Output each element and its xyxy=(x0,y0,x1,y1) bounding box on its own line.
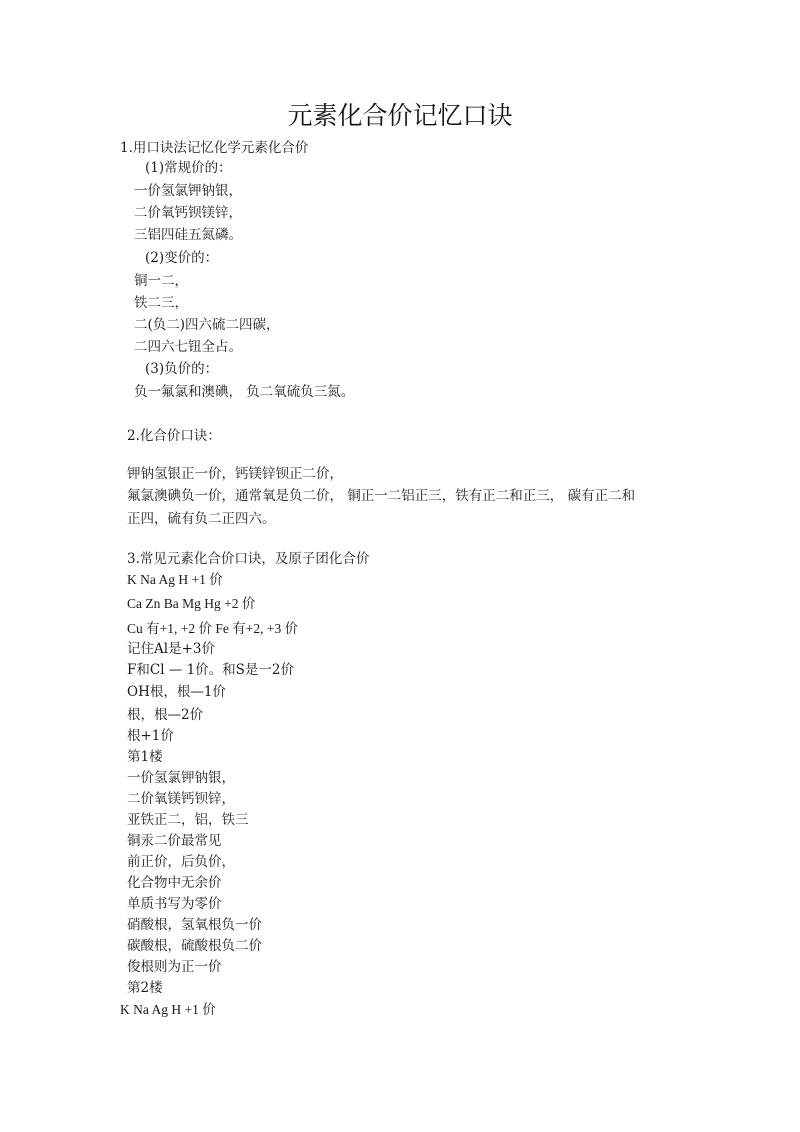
text-line: 硝酸根，氢氧根负一价 xyxy=(127,917,262,933)
subheading-variable-valence: (2)变价的： xyxy=(145,250,219,266)
text-line: Ca Zn Ba Mg Hg +2 价 xyxy=(127,596,256,611)
text-line: 记住Al是+3价 xyxy=(127,641,215,657)
subheading-negative-valence: (3)负价的： xyxy=(145,361,219,377)
text-line: 正四，硫有负二正四六。 xyxy=(127,511,276,527)
text-line: 负一氟氯和澳碘， 负二氧硫负三氮。 xyxy=(134,384,355,400)
text-line: 铁二三， xyxy=(134,295,188,311)
text-line: 二价氧钙钡镁锌， xyxy=(134,205,242,221)
text-line: 氟氯澳碘负一价，通常氧是负二价， 铜正一二铝正三，铁有正二和正三， 碳有正二和 xyxy=(127,488,636,504)
floor-label: 第2楼 xyxy=(127,980,163,996)
text-line: F和Cl — 1价。和S是一2价 xyxy=(127,662,295,678)
text-line: 单质书写为零价 xyxy=(127,896,222,912)
text-line: Cu 有+1, +2 价 Fe 有+2, +3 价 xyxy=(127,621,299,636)
text-line: K Na Ag H +1 价 xyxy=(127,572,223,587)
document-title: 元素化合价记忆口诀 xyxy=(287,101,513,130)
text-line: 钾钠氢银正一价，钙镁锌钡正二价， xyxy=(127,466,343,482)
section-heading-2: 2.化合价口诀： xyxy=(127,428,221,444)
text-line: 一价氢氯钾钠银， xyxy=(127,770,235,786)
text-line: 化合物中无余价 xyxy=(127,875,222,891)
text-line: 二(负二)四六硫二四碳， xyxy=(134,317,280,333)
text-line: 二四六七钮全占。 xyxy=(134,339,242,355)
text-line: 亚铁正二，铝，铁三 xyxy=(127,812,249,828)
text-line: 根，根—2价 xyxy=(127,707,204,723)
text-line: 三铝四硅五氮磷。 xyxy=(134,227,242,243)
floor-label: 第1楼 xyxy=(127,749,163,765)
subheading-regular-valence: (1)常规价的： xyxy=(145,160,232,176)
text-line: 二价氧镁钙钡锌， xyxy=(127,791,235,807)
text-line: 铜一二， xyxy=(134,273,188,289)
text-line: 铜汞二价最常见 xyxy=(127,833,222,849)
text-line: 根+1价 xyxy=(127,728,174,744)
section-heading-1: 1.用口诀法记忆化学元素化合价 xyxy=(120,140,309,156)
text-line: 一价氢氯钾钠银， xyxy=(134,183,242,199)
text-line: 俊根则为正一价 xyxy=(127,959,222,975)
text-line: 前正价，后负价， xyxy=(127,854,235,870)
section-heading-3: 3.常见元素化合价口诀，及原子团化合价 xyxy=(127,551,370,567)
text-line: OH根，根—1价 xyxy=(127,684,226,700)
text-line: K Na Ag H +1 价 xyxy=(120,1002,216,1017)
text-line: 碳酸根，硫酸根负二价 xyxy=(127,938,262,954)
